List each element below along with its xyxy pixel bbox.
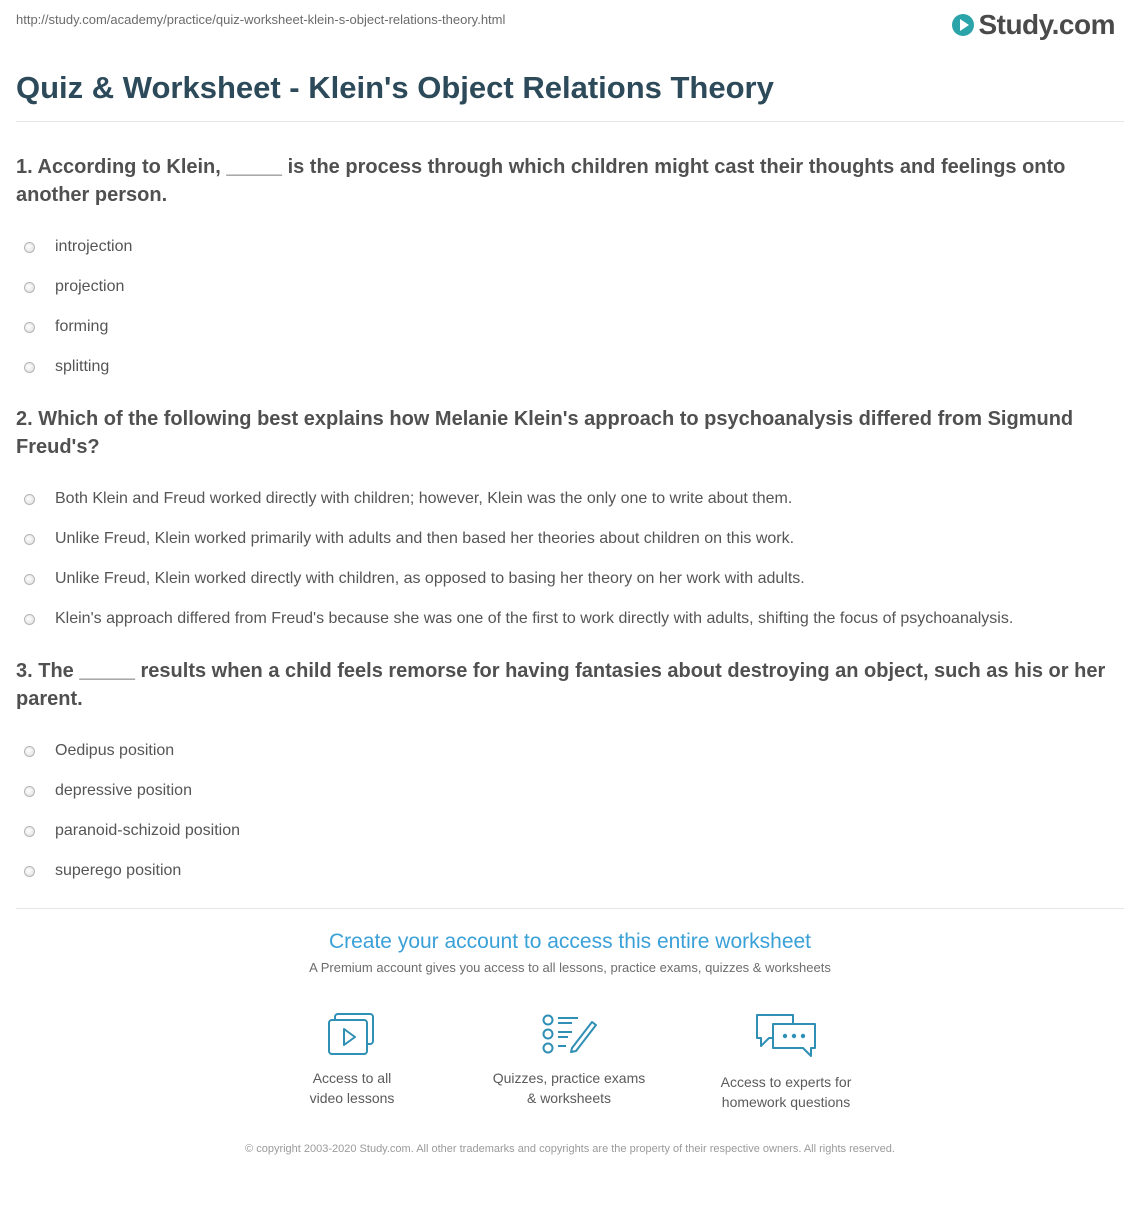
radio-button-icon[interactable] [24,614,35,625]
feature-label-line: homework questions [721,1094,851,1110]
answer-option[interactable] [16,559,1124,599]
radio-button-icon[interactable] [24,362,35,373]
question-text: 2. Which of the following best explains how Melanie Klein's approach to psychoanalysis differed from Sigmund Freud's? [16,408,1074,458]
feature-label [252,1068,452,1108]
question-text: 1. According to Klein, _____ is the process through which children might cast their thoughts and feelings onto another person. [16,156,1066,206]
answer-label: Oedipus position [55,742,175,759]
quiz-checklist-icon [540,1012,598,1056]
question-text: 3. The _____ results when a child feels remorse for having fantasies about destroying an object, such as his or her parent. [16,660,1106,710]
copyright-text: © copyright 2003-2020 Study.com. All other trademarks and copyrights are the property of their respective owners. All rights reserved. [245,1143,895,1155]
question-2 [16,405,1124,639]
feature-label-line: Access to all [312,1070,392,1086]
answer-option[interactable] [16,227,1124,267]
page-title: Quiz & Worksheet - Klein's Object Relations Theory [16,70,774,105]
feature-video-lessons [252,1012,452,1108]
answer-label: introjection [55,238,133,255]
answer-label: Both Klein and Freud worked directly with children; however, Klein was the only one to write about them. [55,490,793,507]
radio-button-icon[interactable] [24,282,35,293]
feature-label-line: Access to experts for [720,1074,852,1090]
feature-label-line: & worksheets [526,1090,612,1106]
radio-button-icon[interactable] [24,322,35,333]
features-row [0,1012,1140,1122]
answer-option[interactable] [16,811,1124,851]
page-url: http://study.com/academy/practice/quiz-worksheet-klein-s-object-relations-theory.html [16,12,506,27]
radio-button-icon[interactable] [24,242,35,253]
answer-option[interactable] [16,731,1124,771]
answer-option[interactable] [16,519,1124,559]
cta-title-link[interactable]: Create your account to access this entire worksheet [328,930,812,953]
chat-bubbles-icon [753,1012,819,1060]
radio-button-icon[interactable] [24,826,35,837]
feature-label [686,1072,886,1112]
answer-label: paranoid-schizoid position [55,822,240,839]
answer-label: splitting [55,358,110,375]
logo-text: Study.com [978,9,1115,40]
answer-options [16,731,1124,891]
answer-label: Klein's approach differed from Freud's because she was one of the first to work directly with adults, shifting the focus of psychoanalysis. [55,610,1014,627]
answer-option[interactable] [16,771,1124,811]
feature-quizzes [469,1012,669,1108]
radio-button-icon[interactable] [24,574,35,585]
answer-options [16,227,1124,387]
video-lessons-icon [326,1012,378,1056]
divider-top [16,121,1124,122]
answer-label: superego position [55,862,182,879]
radio-button-icon[interactable] [24,786,35,797]
answer-label: forming [55,318,109,335]
feature-label [469,1068,669,1108]
question-1 [16,153,1124,387]
feature-label-line: video lessons [309,1090,395,1106]
answer-option[interactable] [16,307,1124,347]
cta-subtitle: A Premium account gives you access to all lessons, practice exams, quizzes & worksheets [309,960,831,975]
feature-experts [686,1012,886,1112]
radio-button-icon[interactable] [24,494,35,505]
radio-button-icon[interactable] [24,534,35,545]
answer-option[interactable] [16,347,1124,387]
study-logo[interactable] [952,11,1115,39]
answer-label: projection [55,278,125,295]
answer-option[interactable] [16,599,1124,639]
feature-label-line: Quizzes, practice exams [492,1070,646,1086]
radio-button-icon[interactable] [24,746,35,757]
radio-button-icon[interactable] [24,866,35,877]
answer-option[interactable] [16,851,1124,891]
answer-label: Unlike Freud, Klein worked primarily with adults and then based her theories about children on this work. [55,530,795,547]
signup-cta [16,930,1124,975]
answer-label: depressive position [55,782,192,799]
divider-bottom [16,908,1124,909]
play-logo-icon [952,14,974,36]
answer-option[interactable] [16,479,1124,519]
answer-options [16,479,1124,639]
answer-option[interactable] [16,267,1124,307]
answer-label: Unlike Freud, Klein worked directly with children, as opposed to basing her theory on her work with adults. [55,570,805,587]
question-3 [16,657,1124,891]
top-bar [16,11,1124,39]
